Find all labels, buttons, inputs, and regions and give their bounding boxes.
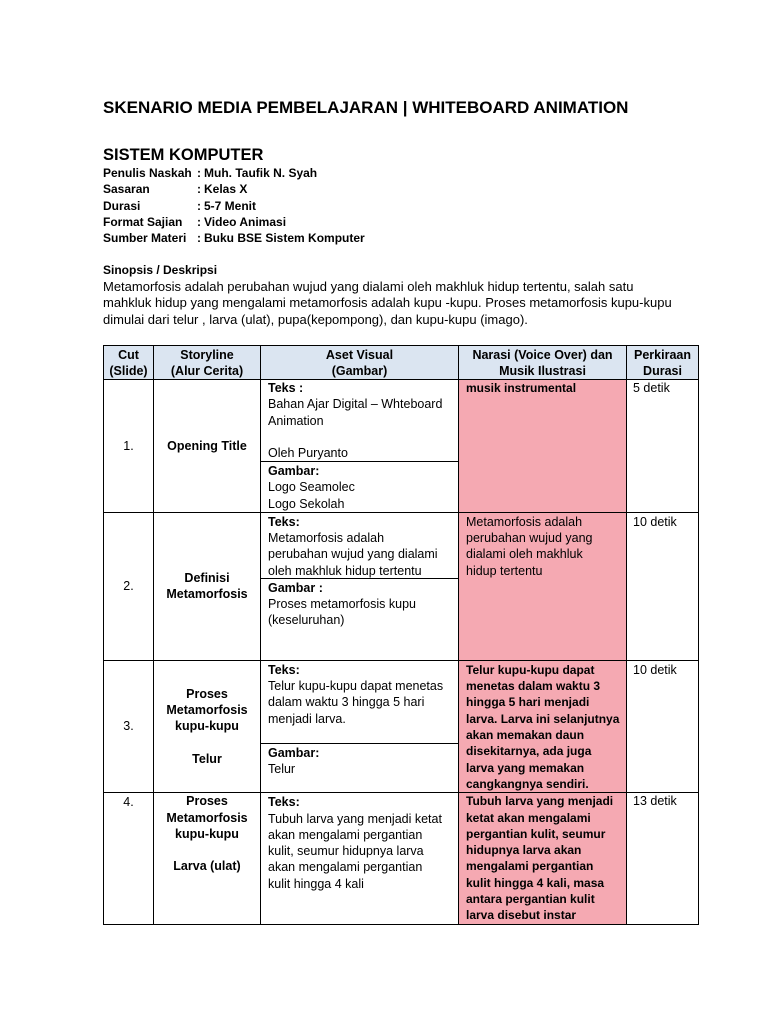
- aset-cell: [261, 512, 459, 660]
- header-durasi: [627, 346, 699, 380]
- aset-label: Gambar:: [268, 745, 320, 760]
- header-line: (Slide): [109, 363, 148, 378]
- table-row: [104, 793, 699, 924]
- storyline-line: Definisi: [184, 571, 230, 586]
- meta-block: [103, 165, 365, 246]
- durasi-cell: 10 detik: [627, 512, 699, 660]
- aset-label: Gambar:: [268, 464, 320, 478]
- storyline-subtitle: Larva (ulat): [173, 859, 241, 874]
- aset-line: Metamorfosis adalah: [268, 531, 385, 546]
- header-narasi: [459, 346, 627, 380]
- narasi-cell: [459, 660, 627, 792]
- storyline-subtitle: Telur: [192, 752, 222, 767]
- aset-label: Teks:: [268, 662, 300, 677]
- narasi-line: Tubuh larva yang menjadi: [466, 794, 614, 809]
- narasi-line: Telur kupu-kupu dapat: [466, 662, 595, 677]
- aset-line: oleh makhluk hidup tertentu: [268, 563, 422, 578]
- aset-line: dalam waktu 3 hingga 5 hari: [268, 695, 425, 710]
- aset-cell: [261, 380, 459, 513]
- aset-line: Animation: [268, 413, 324, 428]
- storyline-cell: [154, 793, 261, 924]
- header-cut: [104, 346, 154, 380]
- document-title: SKENARIO MEDIA PEMBELAJARAN | WHITEBOARD ANIMATION: [103, 98, 629, 117]
- narasi-line: cangkangnya sendiri.: [466, 776, 589, 791]
- aset-line: Logo Sekolah: [268, 496, 345, 511]
- storyline-cell: [154, 512, 261, 660]
- storyline-cell: [154, 380, 261, 513]
- cut-cell: 3.: [104, 660, 154, 792]
- aset-line: Oleh Puryanto: [268, 446, 348, 461]
- meta-value: Video Animasi: [204, 214, 287, 229]
- synopsis-line: dimulai dari telur , larva (ulat), pupa(kepompong), dan kupu-kupu (imago).: [103, 311, 528, 327]
- aset-line: menjadi larva.: [268, 711, 346, 726]
- meta-separator: :: [197, 166, 201, 180]
- meta-row-format: [103, 214, 365, 230]
- table-row: [104, 512, 699, 660]
- scenario-table: [103, 345, 699, 925]
- narasi-line: akan memakan daun: [466, 728, 585, 743]
- narasi-line: pergantian kulit, seumur: [466, 826, 606, 841]
- meta-label: Sumber Materi: [103, 231, 187, 246]
- aset-cell: [261, 793, 459, 924]
- narasi-cell: [459, 512, 627, 660]
- cut-cell: 1.: [104, 380, 154, 513]
- table-row: [104, 660, 699, 792]
- table-header-row: [104, 346, 699, 380]
- aset-line: Bahan Ajar Digital – Whteboard: [268, 397, 443, 412]
- header-line: Storyline: [180, 347, 234, 362]
- narasi-line: Metamorfosis adalah: [466, 514, 583, 529]
- meta-separator: :: [197, 214, 201, 229]
- storyline-line: Metamorfosis: [166, 810, 248, 825]
- storyline-line: Proses: [186, 794, 228, 809]
- header-line: Musik Ilustrasi: [499, 363, 586, 378]
- cut-cell: 4.: [104, 793, 154, 924]
- storyline-line: kupu-kupu: [175, 826, 239, 841]
- meta-separator: :: [197, 198, 201, 213]
- meta-separator: :: [197, 231, 201, 246]
- meta-value: Muh. Taufik N. Syah: [204, 166, 318, 180]
- narasi-line: mengalami pergantian: [466, 859, 594, 874]
- aset-gambar-block: [261, 462, 458, 512]
- meta-row-sumber: [103, 230, 365, 246]
- document-subtitle: SISTEM KOMPUTER: [103, 146, 264, 164]
- narasi-line: larva disebut instar: [466, 908, 577, 923]
- aset-line: Proses metamorfosis kupu: [268, 597, 416, 612]
- header-line: (Gambar): [331, 363, 388, 378]
- aset-teks-block: [261, 793, 458, 892]
- header-line: Durasi: [643, 363, 682, 378]
- aset-teks-block: [261, 661, 458, 744]
- aset-line: Logo Seamolec: [268, 480, 355, 495]
- header-storyline: [154, 346, 261, 380]
- header-line: Narasi (Voice Over) dan: [472, 347, 613, 362]
- meta-row-durasi: [103, 198, 365, 214]
- narasi-cell: [459, 380, 627, 513]
- narasi-line: musik instrumental: [466, 381, 577, 395]
- storyline-cell: [154, 660, 261, 792]
- aset-line: akan mengalami pergantian: [268, 827, 423, 842]
- aset-teks-block: [261, 380, 458, 462]
- synopsis-line: Metamorfosis adalah perubahan wujud yang dialami oleh makhluk hidup tertentu, salah satu: [103, 278, 634, 294]
- durasi-cell: 5 detik: [627, 380, 699, 513]
- narasi-line: dialami oleh makhluk: [466, 547, 583, 562]
- meta-label: Durasi: [103, 198, 141, 213]
- header-line: Aset Visual: [325, 347, 394, 362]
- meta-row-sasaran: [103, 181, 365, 197]
- storyline-line: Proses: [186, 686, 228, 701]
- header-line: Perkiraan: [634, 347, 691, 362]
- narasi-line: kulit hingga 4 kali, masa: [466, 875, 605, 890]
- narasi-line: larva yang memakan: [466, 760, 585, 775]
- header-line: (Alur Cerita): [170, 363, 244, 378]
- synopsis-heading: Sinopsis / Deskripsi: [103, 263, 218, 277]
- synopsis-block: [103, 262, 672, 328]
- meta-label: Format Sajian: [103, 214, 183, 229]
- aset-line: perubahan wujud yang dialami: [268, 547, 438, 562]
- cut-cell: 2.: [104, 512, 154, 660]
- narasi-line: perubahan wujud yang: [466, 531, 593, 546]
- storyline-line: Metamorfosis: [166, 703, 248, 718]
- aset-teks-block: [261, 513, 458, 579]
- aset-label: Teks:: [268, 795, 300, 810]
- aset-gambar-block: [261, 579, 458, 629]
- header-line: Cut: [118, 347, 139, 362]
- aset-label: Teks:: [268, 514, 300, 529]
- meta-value: Kelas X: [204, 182, 248, 197]
- meta-value: 5-7 Menit: [204, 198, 257, 213]
- aset-line: (keseluruhan): [268, 613, 345, 628]
- aset-gambar-block: [261, 744, 458, 778]
- aset-line: Telur: [268, 762, 296, 777]
- meta-value: Buku BSE Sistem Komputer: [204, 231, 365, 246]
- aset-line: kulit, seumur hidupnya larva: [268, 844, 424, 859]
- table-row: [104, 380, 699, 513]
- narasi-line: antara pergantian kulit: [466, 892, 595, 907]
- storyline-line: Metamorfosis: [166, 587, 248, 602]
- header-aset-visual: [261, 346, 459, 380]
- meta-separator: :: [197, 182, 201, 197]
- durasi-cell: 13 detik: [627, 793, 699, 924]
- narasi-cell: [459, 793, 627, 924]
- aset-line: Tubuh larva yang menjadi ketat: [268, 811, 442, 826]
- narasi-line: hingga 5 hari menjadi: [466, 695, 590, 710]
- narasi-line: hidup tertentu: [466, 563, 543, 578]
- storyline-line: Opening Title: [167, 438, 247, 453]
- aset-label: Teks :: [268, 381, 304, 395]
- narasi-line: ketat akan mengalami: [466, 810, 591, 825]
- meta-row-penulis: [103, 165, 365, 181]
- synopsis-line: mahkluk hidup yang mengalami metamorfosis adalah kupu -kupu. Proses metamorfosis kupu-kupu: [103, 295, 672, 310]
- storyline-line: kupu-kupu: [175, 719, 239, 734]
- aset-line: kulit hingga 4 kali: [268, 876, 364, 891]
- meta-label: Penulis Naskah: [103, 166, 192, 180]
- narasi-line: disekitarnya, ada juga: [466, 744, 592, 759]
- aset-line: akan mengalami pergantian: [268, 860, 423, 875]
- aset-label: Gambar :: [268, 580, 323, 595]
- durasi-cell: 10 detik: [627, 660, 699, 792]
- narasi-line: larva. Larva ini selanjutnya: [466, 711, 620, 726]
- aset-cell: [261, 660, 459, 792]
- aset-line: Telur kupu-kupu dapat menetas: [268, 679, 444, 694]
- meta-label: Sasaran: [103, 182, 150, 197]
- narasi-line: hidupnya larva akan: [466, 843, 582, 858]
- narasi-line: menetas dalam waktu 3: [466, 679, 601, 694]
